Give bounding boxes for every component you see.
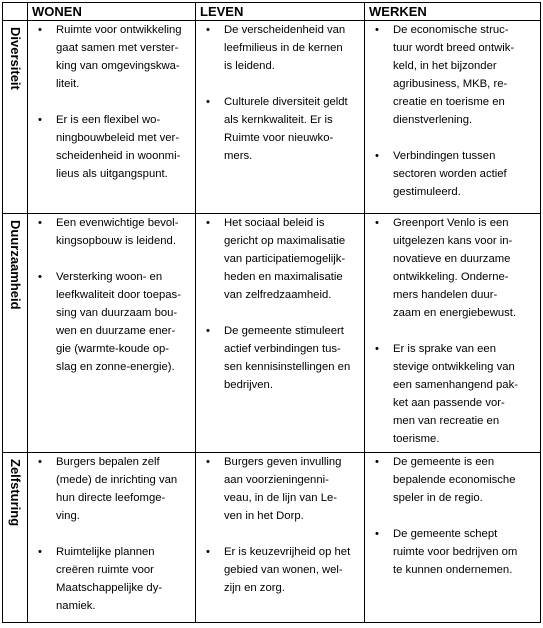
item-text: Er is een flexibel wo- ningbouwbeleid met ver- scheidenheid in woonmi- lieus als uitgangspunt.	[56, 114, 181, 180]
bullet-icon: •	[375, 24, 379, 36]
bullet-icon: •	[206, 546, 210, 558]
bullet-icon: •	[38, 217, 42, 229]
cell-diversiteit-leven	[196, 21, 365, 214]
list-item	[196, 214, 364, 304]
item-text: Burgers bepalen zelf (mede) de inrichting van hun directe leefomge- ving.	[56, 456, 178, 522]
bullet-icon: •	[38, 271, 42, 283]
item-text: De verscheidenheid van leefmilieus in de kernen is leidend.	[224, 24, 346, 72]
cell-duurzaamheid-werken	[365, 214, 541, 453]
list-item	[28, 543, 195, 615]
list-item	[28, 21, 195, 93]
row-label-diversiteit: Diversiteit	[8, 27, 23, 90]
item-text: Greenport Venlo is een uitgelezen kans voor in- novatieve en duurzame ontwikkeling. Onderne- mers handelen duur- zaam en energiebewust.	[393, 217, 517, 319]
cell-duurzaamheid-wonen	[28, 214, 196, 453]
bullet-icon: •	[206, 456, 210, 468]
list-item	[365, 147, 540, 201]
bullet-icon: •	[38, 456, 42, 468]
bullet-icon: •	[206, 96, 210, 108]
cell-zelfsturing-wonen	[28, 453, 196, 623]
cell-zelfsturing-werken	[365, 453, 541, 623]
list-item	[28, 453, 195, 525]
row-header-cell	[3, 21, 28, 214]
item-text: Een evenwichtige bevol- kingsopbouw is leidend.	[56, 217, 179, 247]
list-item	[365, 340, 540, 448]
row-header-cell	[3, 453, 28, 623]
list-item	[28, 214, 195, 250]
list-item	[196, 93, 364, 165]
cell-zelfsturing-leven	[196, 453, 365, 623]
bullet-icon: •	[375, 150, 379, 162]
cell-diversiteit-wonen	[28, 21, 196, 214]
item-text: De economische struc- tuur wordt breed ontwik- keld, in het bijzonder agribusiness, MKB, re- creatie en toerisme en dienstverlening.	[393, 24, 515, 126]
list-item	[365, 525, 540, 579]
table-row-duurzaamheid	[3, 214, 541, 453]
list-item	[196, 543, 364, 597]
column-header-leven: LEVEN	[196, 3, 365, 21]
item-text: Culturele diversiteit geldt als kernkwaliteit. Er is Ruimte voor nieuwko- mers.	[224, 96, 348, 162]
column-header-wonen: WONEN	[28, 3, 196, 21]
item-text: Het sociaal beleid is gericht op maximalisatie van participatiemogelijk- heden en maximalisatie van zelfredzaamheid.	[224, 217, 346, 301]
table-row-zelfsturing	[3, 453, 541, 623]
bullet-icon: •	[375, 217, 379, 229]
bullet-icon: •	[206, 325, 210, 337]
header-row	[3, 3, 541, 21]
list-item	[365, 214, 540, 322]
item-text: Versterking woon- en leefkwaliteit door toepas- sing van duurzaam bou- wen en duurzame ener- gie (warmte-koude op- slag en zonne-energie).	[56, 271, 181, 373]
item-text: Burgers geven invulling aan voorzieningenni- veau, in de lijn van Le- ven in het Dorp.	[224, 456, 342, 522]
bullet-icon: •	[375, 528, 379, 540]
corner-cell	[3, 3, 28, 21]
cell-diversiteit-werken	[365, 21, 541, 214]
item-text: De gemeente schept ruimte voor bedrijven om te kunnen ondernemen.	[393, 528, 518, 576]
list-item	[196, 453, 364, 525]
item-text: Ruimtelijke plannen creëren ruimte voor Maatschappelijke dy- namiek.	[56, 546, 163, 612]
list-item	[196, 21, 364, 75]
bullet-icon: •	[38, 546, 42, 558]
item-text: De gemeente stimuleert actief verbindingen tus- sen kennisinstellingen en bedrijven.	[224, 325, 351, 391]
item-text: De gemeente is een bepalende economische speler in de regio.	[393, 456, 516, 504]
table-row-diversiteit	[3, 21, 541, 214]
list-item	[196, 322, 364, 394]
list-item	[28, 111, 195, 183]
item-text: Er is sprake van een stevige ontwikkeling van een samenhangend pak- ket aan passende vor- men van recreatie en toerisme.	[393, 343, 518, 445]
cell-duurzaamheid-leven	[196, 214, 365, 453]
bullet-icon: •	[38, 114, 42, 126]
row-label-duurzaamheid: Duurzaamheid	[8, 220, 23, 310]
row-label-zelfsturing: Zelfsturing	[8, 459, 23, 527]
item-text: Er is keuzevrijheid op het gebied van wonen, wel- zijn en zorg.	[224, 546, 351, 594]
item-text: Verbindingen tussen sectoren worden actief gestimuleerd.	[393, 150, 507, 198]
bullet-icon: •	[206, 217, 210, 229]
bullet-icon: •	[38, 24, 42, 36]
bullet-icon: •	[206, 24, 210, 36]
policy-matrix-table	[2, 2, 541, 623]
list-item	[28, 268, 195, 376]
bullet-icon: •	[375, 343, 379, 355]
bullet-icon: •	[375, 456, 379, 468]
list-item	[365, 21, 540, 129]
column-header-werken: WERKEN	[365, 3, 541, 21]
list-item	[365, 453, 540, 507]
policy-table-page	[2, 2, 540, 626]
item-text: Ruimte voor ontwikkeling gaat samen met verster- king van omgevingskwa- liteit.	[56, 24, 182, 90]
row-header-cell	[3, 214, 28, 453]
